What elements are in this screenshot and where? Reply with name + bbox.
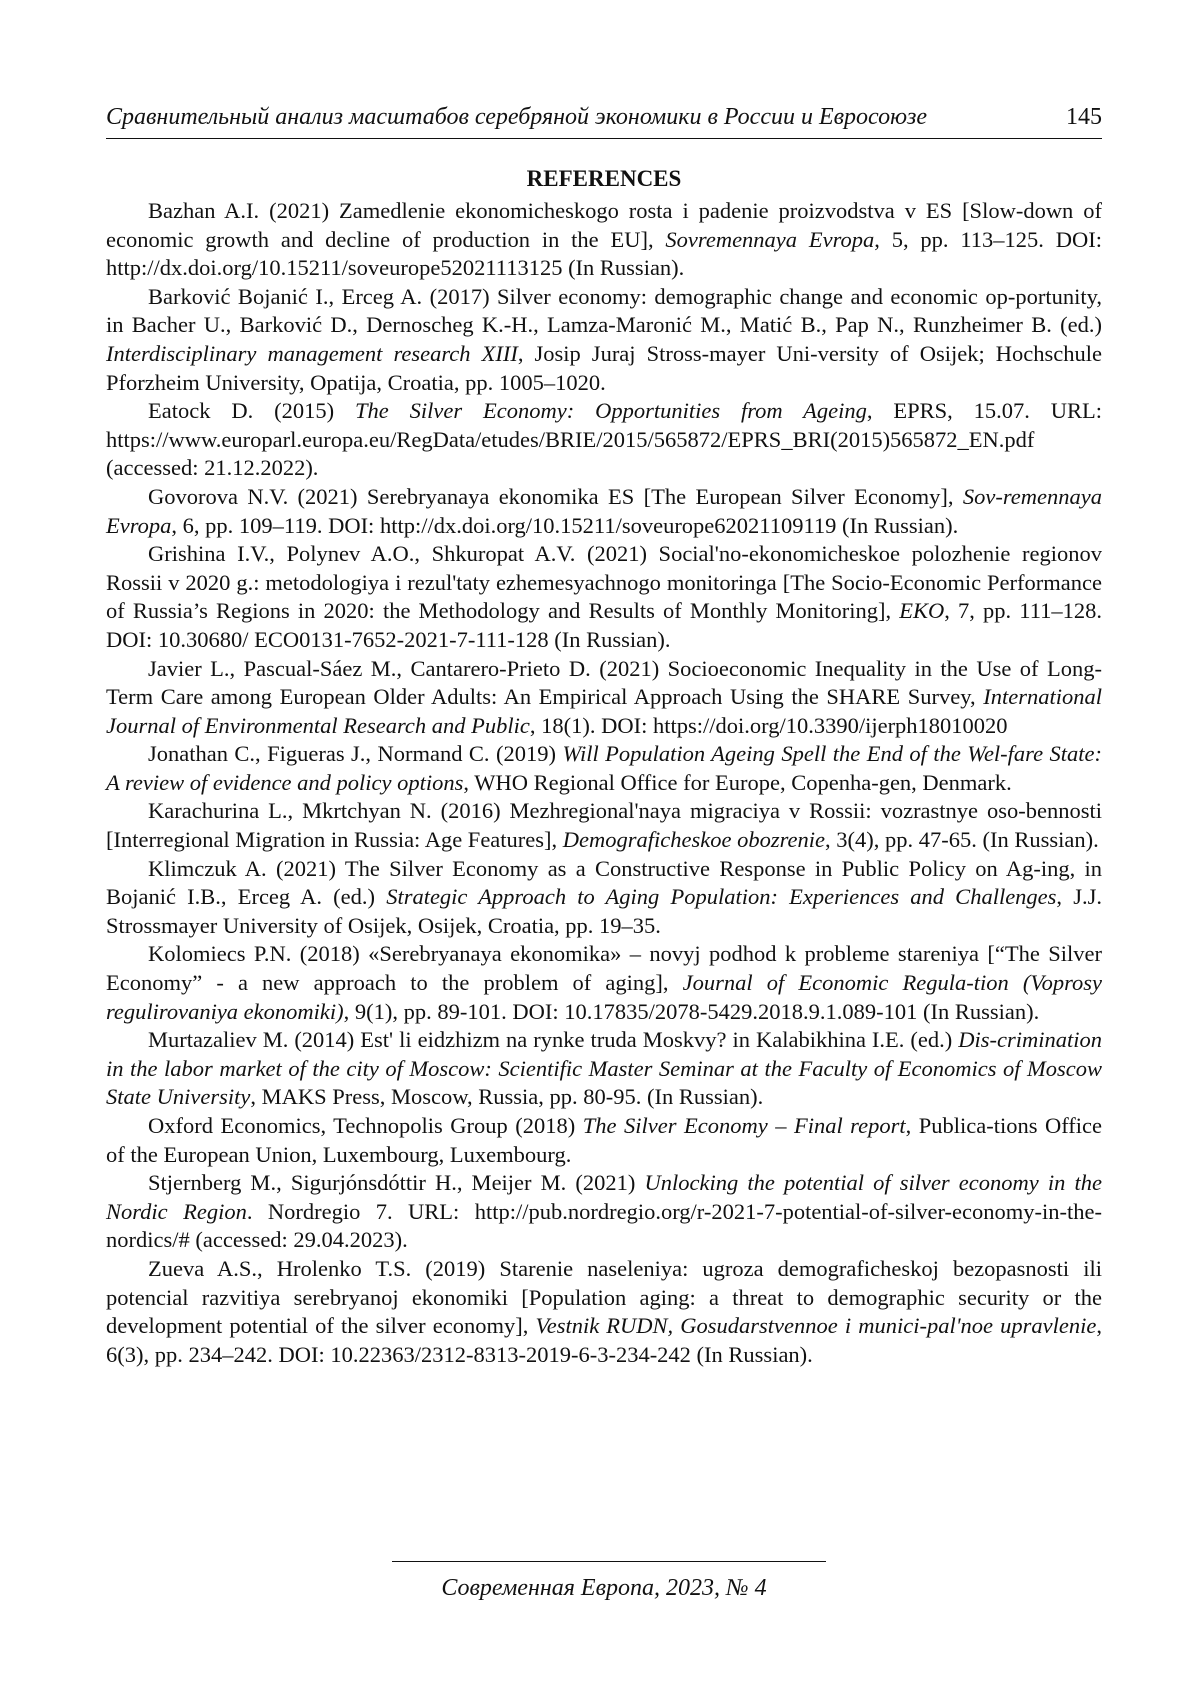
reference-text: Stjernberg M., Sigurjónsdóttir H., Meijer M. (2021) — [148, 1170, 645, 1196]
reference-text: , Josip Juraj Stross-mayer Uni-versity of Osijek; Hochschule Pforzheim University, Opatija, Croatia, pp. 1005–1020. — [106, 340, 1102, 395]
reference-text: Zueva A.S., Hrolenko T.S. (2019) Starenie naseleniya: ugroza demograficheskoj bezopasnosti ili potencial razvitiya serebryanoj ekonomiki [Population aging: a threat to demographic security or the development potential of the silver economy], — [106, 1255, 1102, 1339]
reference-entry — [106, 855, 1102, 941]
journal-footer: Современная Европа, 2023, № 4 — [441, 1575, 767, 1601]
reference-text: Jonathan C., Figueras J., Normand C. (2019) — [148, 741, 563, 767]
reference-list — [106, 197, 1102, 1369]
reference-text: Oxford Economics, Technopolis Group (2018) — [148, 1113, 583, 1138]
reference-entry — [106, 1169, 1102, 1255]
reference-text: , WHO Regional Office for Europe, Copenha-gen, Denmark. — [463, 769, 1012, 795]
page-number: 145 — [1066, 104, 1102, 130]
reference-entry — [106, 397, 1102, 483]
reference-title: The Silver Economy – Final report — [582, 1113, 906, 1138]
reference-title: Dis-crimination in the labor market of the city of Moscow: Scientific Master Seminar at the Faculty of Economics of Moscow State University — [106, 1027, 1102, 1110]
reference-title: Vestnik RUDN, Gosudarstvennoe i munici-pal'noe upravlenie — [535, 1313, 1097, 1339]
reference-title: The Silver Economy: Opportunities from Ageing — [354, 398, 867, 424]
reference-text: , 7, pp. 111–128. DOI: 10.30680/ ECO0131-7652-2021-7-111-128 (In Russian). — [106, 598, 1102, 652]
reference-text: Klimczuk A. (2021) The Silver Economy as a Constructive Response in Public Policy on Ag-ing, in Bojanić I.B., Erceg A. (ed.) — [106, 855, 1102, 910]
reference-entry — [106, 483, 1102, 540]
reference-title: Sov-remennaya Evropa — [106, 483, 1102, 538]
reference-entry — [106, 940, 1102, 1026]
reference-text: , EPRS, 15.07. URL: https://www.europarl.europa.eu/RegData/etudes/BRIE/2015/565872/EPRS_BRI(2015)565872_EN.pdf (accessed: 21.12.2022). — [106, 398, 1102, 481]
reference-text: , MAKS Press, Moscow, Russia, pp. 80-95. (In Russian). — [250, 1084, 764, 1110]
reference-title: Strategic Approach to Aging Population: Experiences and Challenges — [386, 884, 1057, 910]
reference-title: Sovremennaya Evropa — [665, 226, 875, 252]
reference-text: Kolomiecs P.N. (2018) «Serebryanaya ekonomika» – novyj podhod k probleme stareniya [“The Silver Economy” - a new approach to the problem of aging], — [106, 941, 1102, 996]
reference-title: Demograficheskoe obozrenie — [562, 827, 826, 853]
reference-text: , 3(4), pp. 47-65. (In Russian). — [825, 827, 1099, 853]
reference-text: , 18(1). DOI: https://doi.org/10.3390/ijerph18010020 — [529, 712, 1008, 738]
reference-title: Journal of Economic Regula-tion (Voprosy regulirovaniya ekonomiki) — [106, 970, 1102, 1024]
reference-title: Interdisciplinary management research XIII — [106, 340, 518, 366]
reference-text: , J.J. Strossmayer University of Osijek, Osijek, Croatia, pp. 19–35. — [106, 884, 1102, 938]
reference-text: , 5, pp. 113–125. DOI: http://dx.doi.org/10.15211/soveurope52021113125 (In Russian). — [106, 226, 1102, 281]
reference-title: EKO — [899, 598, 945, 624]
reference-text: , 6, pp. 109–119. DOI: http://dx.doi.org/10.15211/soveurope62021109119 (In Russian). — [171, 512, 959, 538]
running-header — [106, 104, 1102, 139]
reference-text: , Publica-tions Office of the European Union, Luxembourg, Luxembourg. — [106, 1113, 1103, 1167]
reference-text: Javier L., Pascual-Sáez M., Cantarero-Prieto D. (2021) Socioeconomic Inequality in the Use of Long-Term Care among European Older Adults: An Empirical Approach Using the SHARE Survey, — [106, 655, 1102, 710]
reference-entry — [106, 655, 1102, 741]
section-title: REFERENCES — [526, 166, 682, 191]
footer-divider — [392, 1561, 826, 1562]
reference-text: , 9(1), pp. 89-101. DOI: 10.17835/2078-5429.2018.9.1.089-101 (In Russian). — [343, 998, 1040, 1024]
reference-text: Murtazaliev M. (2014) Est' li eidzhizm na rynke truda Moskvy? in Kalabikhina I.E. (ed.) — [148, 1027, 959, 1053]
running-header-title: Сравнительный анализ масштабов серебряной экономики в России и Евросоюзе — [106, 104, 928, 130]
reference-text: Eatock D. (2015) — [148, 398, 355, 424]
reference-entry — [106, 283, 1102, 397]
reference-entry — [106, 1026, 1102, 1112]
reference-text: . Nordregio 7. URL: http://pub.nordregio.org/r-2021-7-potential-of-silver-economy-in-the-nordics/# (accessed: 29.04.2023). — [106, 1198, 1102, 1253]
reference-entry — [106, 797, 1102, 854]
reference-text: Govorova N.V. (2021) Serebryanaya ekonomika ES [The European Silver Economy], — [148, 483, 963, 509]
reference-text: , 6(3), pp. 234–242. DOI: 10.22363/2312-8313-2019-6-3-234-242 (In Russian). — [106, 1313, 1102, 1367]
reference-text: Karachurina L., Mkrtchyan N. (2016) Mezhregional'naya migraciya v Rossii: vozrastnye oso-bennosti [Interregional Migration in Russia: Age Features], — [106, 798, 1102, 853]
reference-entry — [106, 1255, 1102, 1369]
reference-text: Grishina I.V., Polynev A.O., Shkuropat A.V. (2021) Social'no-ekonomicheskoe polozhenie regionov Rossii v 2020 g.: metodologiya i rezul'taty ezhemesyachnogo monitoringa [The Socio-Economic Performance of Russia’s Regions in 2020: the Methodology and Results of Monthly Monitoring], — [106, 541, 1102, 624]
reference-entry — [106, 740, 1102, 797]
reference-text: Bazhan A.I. (2021) Zamedlenie ekonomicheskogo rosta i padenie proizvodstva v ES [Slow-down of economic growth and decline of production in the EU], — [106, 198, 1102, 252]
reference-title: International Journal of Environmental Research and Public — [106, 684, 1102, 738]
reference-entry — [106, 1112, 1102, 1169]
reference-title: Unlocking the potential of silver economy in the Nordic Region — [106, 1170, 1102, 1224]
reference-title: Will Population Ageing Spell the End of the Wel-fare State: A review of evidence and policy options — [106, 741, 1103, 795]
reference-entry — [106, 540, 1102, 654]
reference-text: Barković Bojanić I., Erceg A. (2017) Silver economy: demographic change and economic op-portunity, in Bacher U., Barković D., Dernoscheg K.-H., Lamza-Maronić M., Matić B., Pap N., Runzheimer B. (ed.) — [106, 283, 1102, 338]
reference-entry — [106, 197, 1102, 283]
